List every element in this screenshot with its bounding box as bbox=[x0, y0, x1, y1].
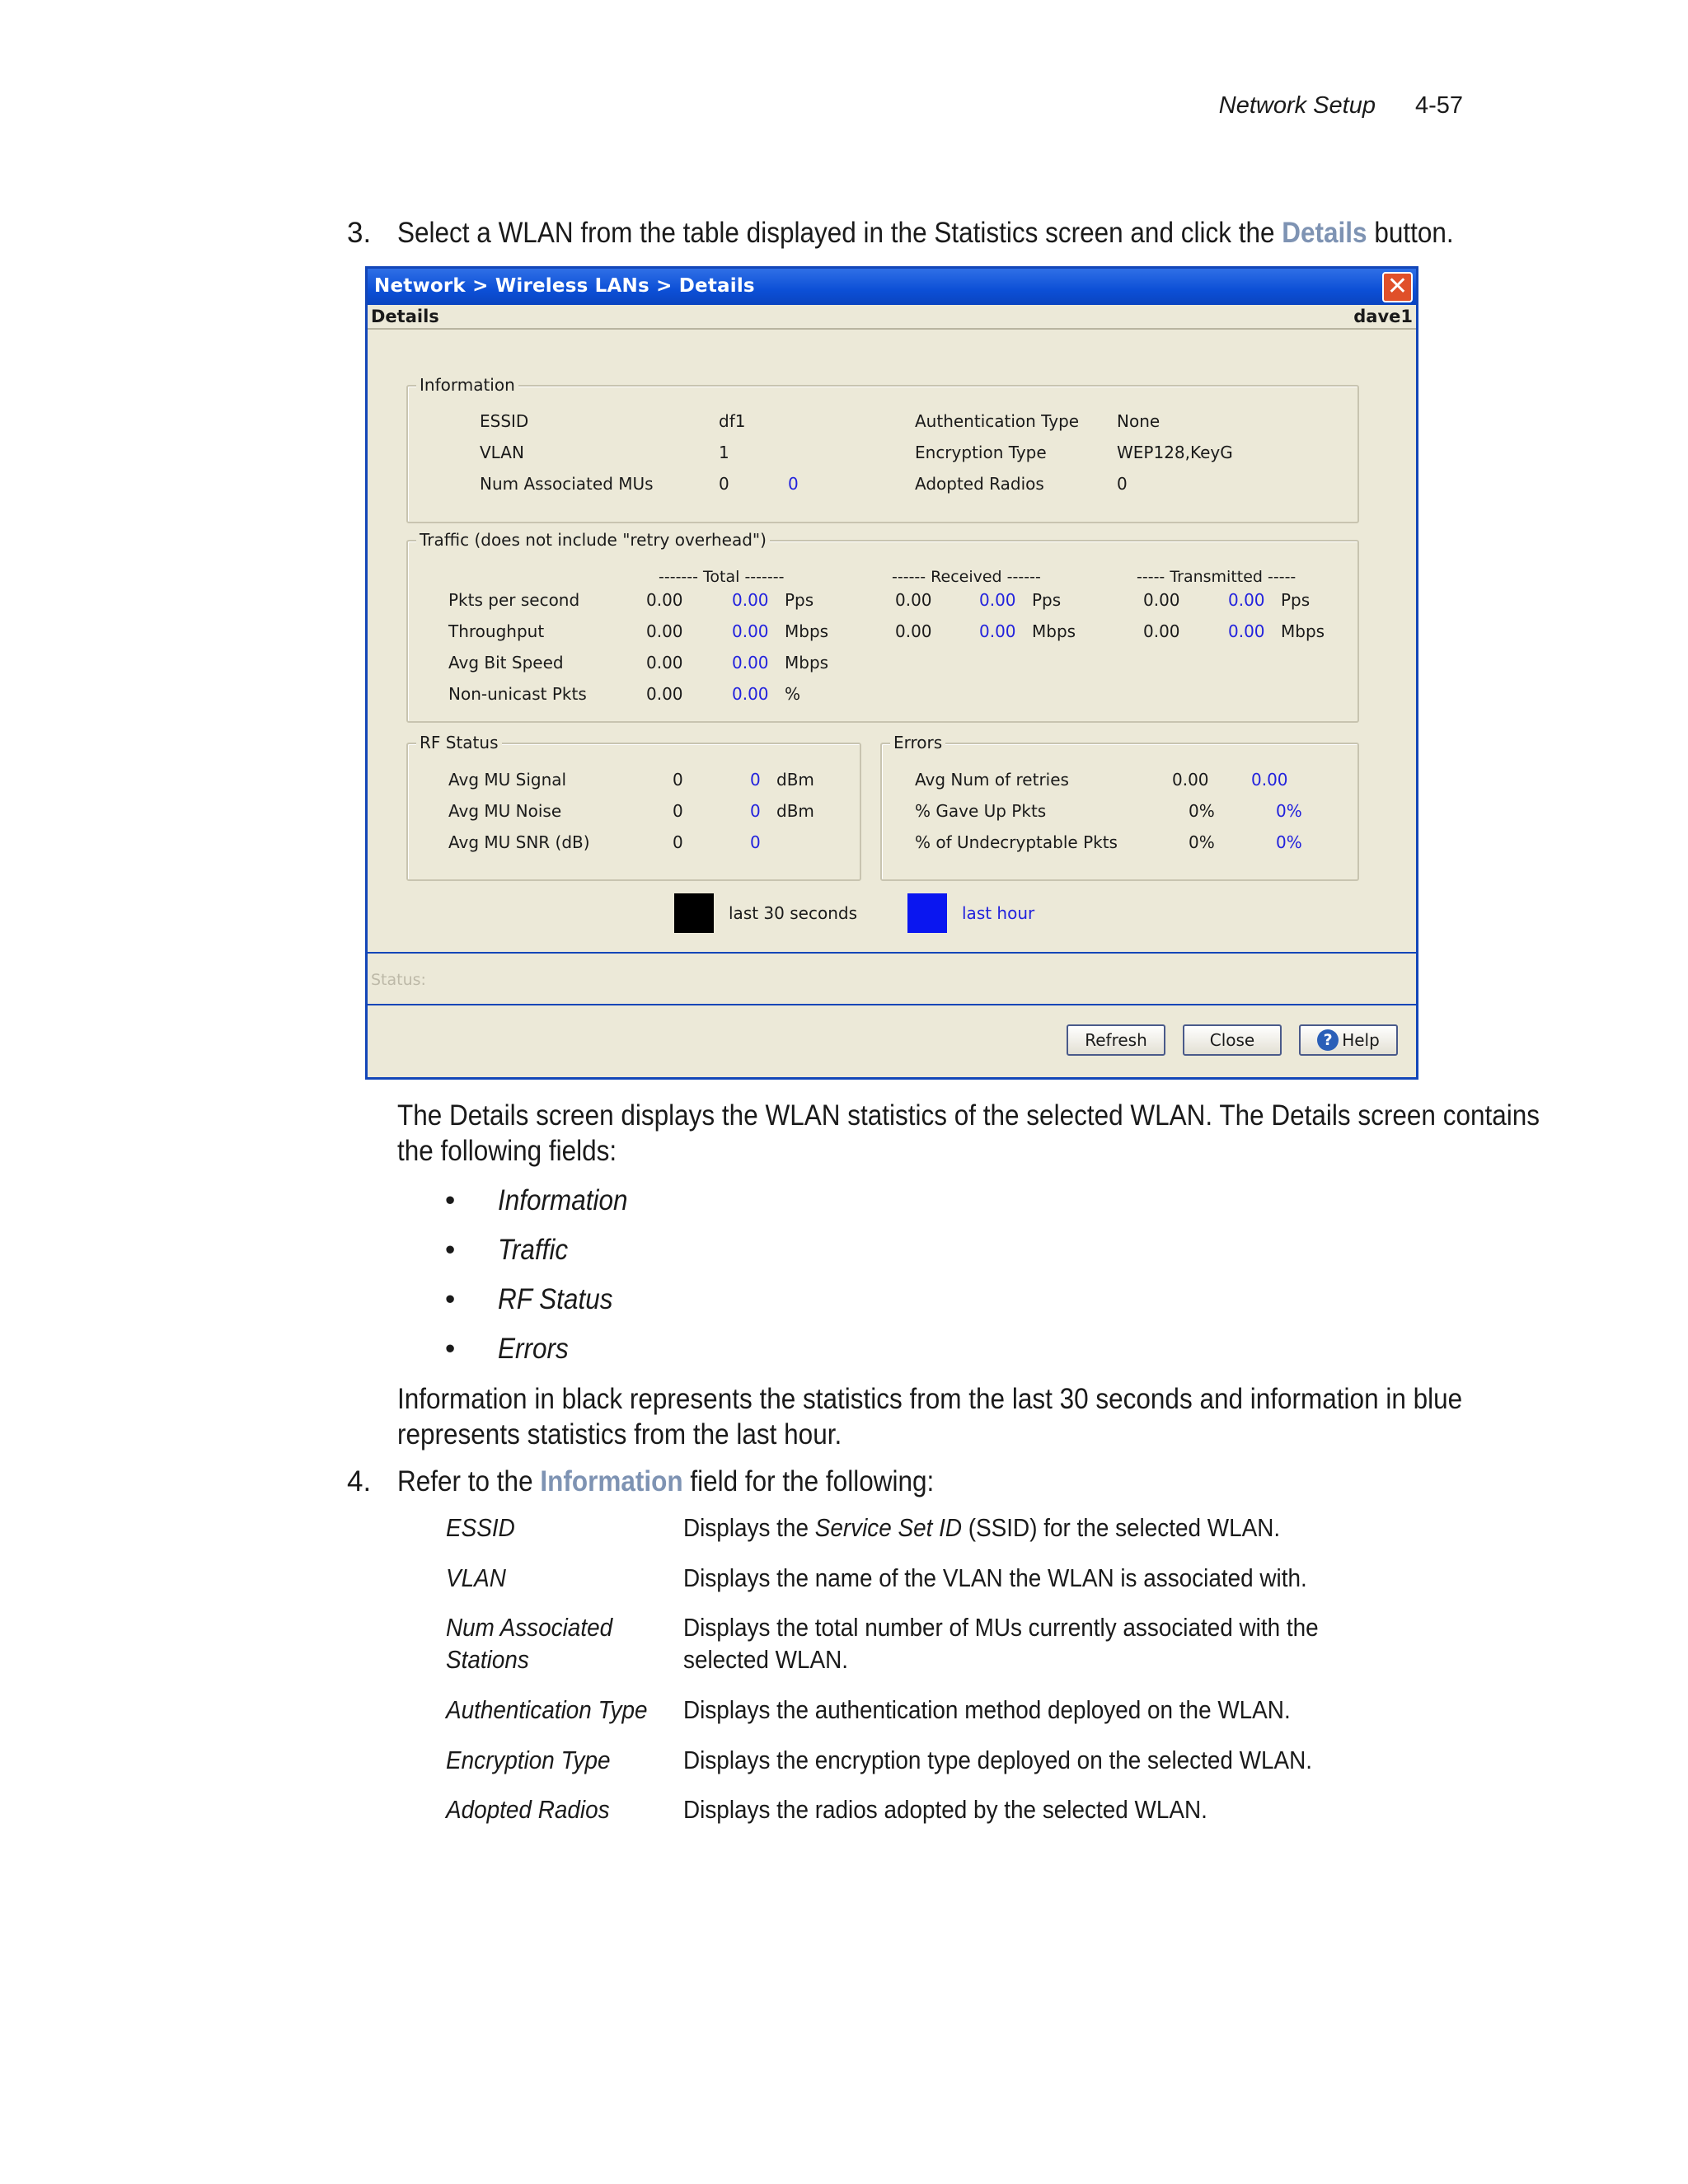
vlan-value: 1 bbox=[719, 443, 729, 462]
definition-term: Encryption Type bbox=[446, 1746, 611, 1774]
traffic-received-hour: 0.00 bbox=[979, 590, 1016, 610]
traffic-transmitted-hour: 0.00 bbox=[1228, 621, 1265, 641]
dialog-subheader bbox=[368, 305, 1416, 330]
bullet-item: Information bbox=[498, 1184, 628, 1216]
step-3-ui-ref: Details bbox=[1282, 217, 1367, 249]
errors-row-label: % Gave Up Pkts bbox=[915, 801, 1047, 821]
definition-text: Displays the encryption type deployed on the selected WLAN. bbox=[683, 1746, 1313, 1774]
last-hour-swatch bbox=[907, 893, 947, 933]
traffic-received-unit: Mbps bbox=[1032, 621, 1076, 641]
help-button[interactable] bbox=[1299, 1024, 1398, 1056]
definition-text bbox=[683, 1511, 1280, 1544]
step-4-post: field for the following: bbox=[682, 1465, 935, 1497]
para1-line2: the following fields: bbox=[397, 1135, 617, 1167]
traffic-col-received: ------ Received ------ bbox=[892, 568, 1041, 586]
num-mus-label: Num Associated MUs bbox=[480, 474, 654, 494]
help-icon: ? bbox=[1317, 1029, 1339, 1051]
step-3-pre: Select a WLAN from the table displayed in the Statistics screen and click the bbox=[397, 217, 1282, 249]
definition-term: VLAN bbox=[446, 1563, 506, 1592]
page-number: 4-57 bbox=[1414, 91, 1463, 119]
traffic-transmitted-unit: Pps bbox=[1281, 590, 1311, 610]
rf-hour-value: 0 bbox=[750, 801, 761, 821]
traffic-total-last: 0.00 bbox=[646, 653, 683, 673]
auth-type-value: None bbox=[1117, 411, 1160, 431]
definition-text: Displays the name of the VLAN the WLAN is associated with. bbox=[683, 1563, 1307, 1592]
auth-type-label: Authentication Type bbox=[915, 411, 1080, 431]
errors-row-label: Avg Num of retries bbox=[915, 770, 1069, 790]
definition-pre: Displays the bbox=[683, 1513, 815, 1542]
step-4-pre: Refer to the bbox=[397, 1465, 541, 1497]
dialog-title: Network > Wireless LANs > Details bbox=[374, 275, 755, 297]
errors-row-label: % of Undecryptable Pkts bbox=[915, 832, 1118, 852]
rf-row-label: Avg MU Signal bbox=[448, 770, 567, 790]
details-dialog bbox=[365, 266, 1418, 1080]
step-3-post: button. bbox=[1367, 217, 1454, 249]
bullet-item: Traffic bbox=[498, 1234, 569, 1266]
traffic-total-last: 0.00 bbox=[646, 621, 683, 641]
rf-unit: dBm bbox=[776, 801, 814, 821]
traffic-row-label: Avg Bit Speed bbox=[448, 653, 564, 673]
subheader-wlan: dave1 bbox=[1353, 307, 1413, 326]
traffic-total-last: 0.00 bbox=[646, 590, 683, 610]
traffic-row-label: Non-unicast Pkts bbox=[448, 684, 587, 704]
traffic-transmitted-hour: 0.00 bbox=[1228, 590, 1265, 610]
definition-term: Num Associated bbox=[446, 1613, 613, 1642]
last-30-seconds-swatch bbox=[674, 893, 714, 933]
status-label: Status: bbox=[371, 971, 426, 989]
status-bottom-divider bbox=[368, 1004, 1416, 1005]
step-4-text bbox=[397, 1464, 934, 1500]
step-3-number: 3. bbox=[347, 217, 372, 249]
errors-legend: Errors bbox=[890, 733, 945, 752]
definition-post: (SSID) for the selected WLAN. bbox=[962, 1513, 1281, 1542]
essid-value: df1 bbox=[719, 411, 746, 431]
refresh-button[interactable]: Refresh bbox=[1067, 1024, 1165, 1056]
definition-text: Displays the radios adopted by the selected WLAN. bbox=[683, 1795, 1207, 1824]
bullet-glyph: • bbox=[445, 1333, 456, 1365]
errors-last-value: 0% bbox=[1189, 801, 1215, 821]
rf-unit: dBm bbox=[776, 770, 814, 790]
bullet-item: Errors bbox=[498, 1333, 569, 1365]
rf-last-value: 0 bbox=[673, 832, 683, 852]
traffic-received-last: 0.00 bbox=[895, 590, 932, 610]
traffic-row-label: Pkts per second bbox=[448, 590, 580, 610]
errors-hour-value: 0% bbox=[1276, 801, 1302, 821]
traffic-received-last: 0.00 bbox=[895, 621, 932, 641]
vlan-label: VLAN bbox=[480, 443, 524, 462]
running-header bbox=[1154, 89, 1463, 122]
traffic-received-hour: 0.00 bbox=[979, 621, 1016, 641]
traffic-transmitted-last: 0.00 bbox=[1143, 590, 1180, 610]
traffic-transmitted-unit: Mbps bbox=[1281, 621, 1325, 641]
information-legend: Information bbox=[416, 375, 518, 395]
traffic-total-hour: 0.00 bbox=[732, 653, 769, 673]
errors-last-value: 0% bbox=[1189, 832, 1215, 852]
traffic-row-label: Throughput bbox=[448, 621, 545, 641]
enc-type-value: WEP128,KeyG bbox=[1117, 443, 1233, 462]
bullet-item: RF Status bbox=[498, 1283, 613, 1315]
last-hour-label: last hour bbox=[962, 903, 1035, 923]
dialog-titlebar bbox=[368, 269, 1416, 305]
rf-row-label: Avg MU Noise bbox=[448, 801, 562, 821]
step-4-number: 4. bbox=[347, 1465, 372, 1497]
close-window-button[interactable]: ✕ bbox=[1382, 272, 1413, 302]
traffic-total-unit: Pps bbox=[785, 590, 814, 610]
traffic-received-unit: Pps bbox=[1032, 590, 1062, 610]
definition-text: Displays the authentication method deployed on the WLAN. bbox=[683, 1695, 1291, 1724]
status-top-divider bbox=[368, 952, 1416, 954]
num-mus-hour-value: 0 bbox=[788, 474, 799, 494]
step-3-text bbox=[397, 215, 1454, 251]
header-section: Network Setup bbox=[1218, 91, 1376, 119]
para2-line1: Information in black represents the statistics from the last 30 seconds and information in blue bbox=[397, 1383, 1463, 1415]
traffic-total-unit: Mbps bbox=[785, 621, 829, 641]
rf-last-value: 0 bbox=[673, 801, 683, 821]
essid-label: ESSID bbox=[480, 411, 529, 431]
para2-line2: represents statistics from the last hour. bbox=[397, 1418, 842, 1451]
step-4-ui-ref: Information bbox=[540, 1465, 683, 1497]
close-button[interactable]: Close bbox=[1183, 1024, 1282, 1056]
traffic-total-hour: 0.00 bbox=[732, 621, 769, 641]
traffic-total-unit: Mbps bbox=[785, 653, 829, 673]
traffic-col-total: ------- Total ------- bbox=[659, 568, 785, 586]
bullet-glyph: • bbox=[445, 1184, 456, 1216]
errors-last-value: 0.00 bbox=[1172, 770, 1209, 790]
adopted-radios-value: 0 bbox=[1117, 474, 1128, 494]
rf-last-value: 0 bbox=[673, 770, 683, 790]
help-button-label: Help bbox=[1342, 1030, 1380, 1050]
traffic-legend: Traffic (does not include "retry overhead") bbox=[416, 530, 770, 550]
para1-line1: The Details screen displays the WLAN statistics of the selected WLAN. The Details screen contains bbox=[397, 1099, 1540, 1132]
definition-text: Displays the total number of MUs currently associated with the bbox=[683, 1613, 1319, 1642]
traffic-transmitted-last: 0.00 bbox=[1143, 621, 1180, 641]
last-30-seconds-label: last 30 seconds bbox=[729, 903, 857, 923]
enc-type-label: Encryption Type bbox=[915, 443, 1047, 462]
definition-term: Stations bbox=[446, 1645, 529, 1674]
traffic-total-hour: 0.00 bbox=[732, 590, 769, 610]
traffic-total-hour: 0.00 bbox=[732, 684, 769, 704]
traffic-total-unit: % bbox=[785, 684, 801, 704]
bullet-glyph: • bbox=[445, 1283, 456, 1315]
adopted-radios-label: Adopted Radios bbox=[915, 474, 1044, 494]
rf-status-legend: RF Status bbox=[416, 733, 502, 752]
traffic-total-last: 0.00 bbox=[646, 684, 683, 704]
definition-term: Adopted Radios bbox=[446, 1795, 610, 1824]
errors-hour-value: 0.00 bbox=[1251, 770, 1288, 790]
bullet-glyph: • bbox=[445, 1234, 456, 1266]
rf-row-label: Avg MU SNR (dB) bbox=[448, 832, 590, 852]
definition-text: selected WLAN. bbox=[683, 1645, 849, 1674]
rf-hour-value: 0 bbox=[750, 832, 761, 852]
definition-term: ESSID bbox=[446, 1513, 515, 1542]
traffic-col-transmitted: ----- Transmitted ----- bbox=[1137, 568, 1296, 586]
subheader-title: Details bbox=[371, 307, 439, 326]
definition-term: Authentication Type bbox=[446, 1695, 648, 1724]
rf-hour-value: 0 bbox=[750, 770, 761, 790]
num-mus-value: 0 bbox=[719, 474, 729, 494]
definition-italic: Service Set ID bbox=[814, 1513, 963, 1542]
errors-hour-value: 0% bbox=[1276, 832, 1302, 852]
